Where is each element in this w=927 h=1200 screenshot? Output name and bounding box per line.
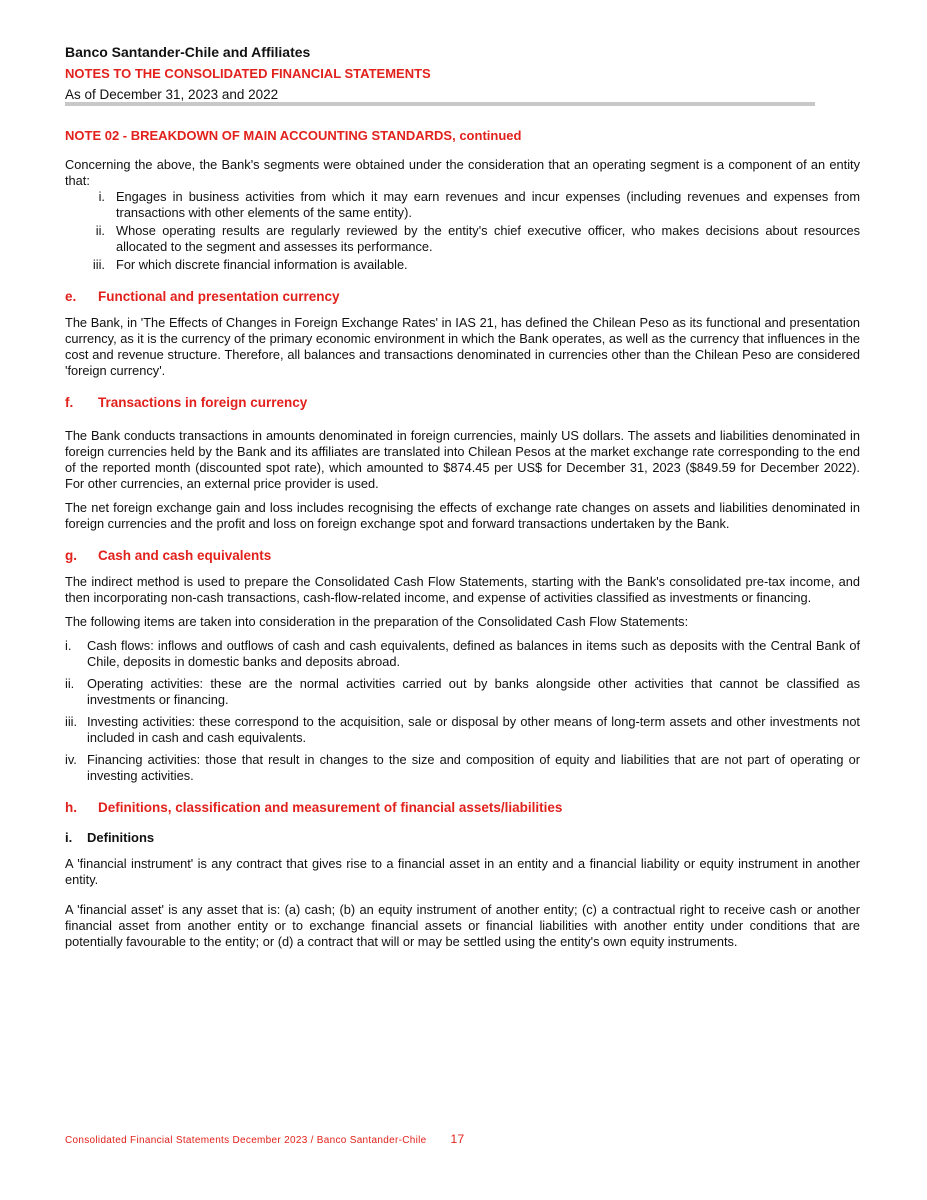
footer-text: Consolidated Financial Statements December 2023 / Banco Santander-Chile	[65, 1135, 427, 1146]
section-heading-g: g. Cash and cash equivalents	[65, 548, 272, 563]
subsection-heading-definitions: i. Definitions	[65, 830, 155, 845]
section-g-paragraph-1: The indirect method is used to prepare the Consolidated Cash Flow Statements, starting with the Bank's consolidated pre-tax income, and then incorporating non-cash transactions, cash-flow-related income, and expense of activities classified as investments or financing.	[65, 574, 860, 605]
header-divider	[65, 102, 815, 106]
page-footer	[65, 1132, 464, 1146]
report-date: As of December 31, 2023 and 2022	[65, 87, 279, 102]
section-e-paragraph: The Bank, in 'The Effects of Changes in Foreign Exchange Rates' in IAS 21, has defined the Chilean Peso as its functional and presentation currency, as it is the currency of the primary economic environment in which the Bank operates, as well as the currency that influences in the cost and revenue structure. Therefore, all balances and transactions denominated in currencies other than the Chilean Peso are considered 'foreign currency'.	[65, 315, 860, 378]
list-item: ii. Operating activities: these are the normal activities carried out by banks alongside other activities that cannot be classified as investments or financing.	[65, 676, 860, 707]
section-h-paragraph-2: A 'financial asset' is any asset that is: (a) cash; (b) an equity instrument of another entity; (c) a contractual right to receive cash or another financial asset from another entity or to exchange financial assets or financial liabilities with another entity under conditions that are potentially favourable to the entity; or (d) a contract that will or may be settled using the entity's own equity instruments.	[65, 902, 860, 949]
section-h-paragraph-1: A 'financial instrument' is any contract that gives rise to a financial asset in an entity and a financial liability or equity instrument in another entity.	[65, 856, 860, 887]
section-heading-f: f. Transactions in foreign currency	[65, 395, 308, 410]
segment-criteria-list	[65, 189, 860, 273]
note-title: NOTE 02 - BREAKDOWN OF MAIN ACCOUNTING STANDARDS, continued	[65, 128, 522, 143]
section-heading-h: h. Definitions, classification and measurement of financial assets/liabilities	[65, 800, 563, 815]
section-heading-e: e. Functional and presentation currency	[65, 289, 340, 304]
list-item: i. Cash flows: inflows and outflows of cash and cash equivalents, defined as balances in items such as deposits with the Central Bank of Chile, deposits in domestic banks and deposits abroad.	[65, 638, 860, 669]
list-item: i. Engages in business activities from which it may earn revenues and incur expenses (including revenues and expenses from transactions with other elements of the same entity).	[98, 189, 860, 220]
list-item: iv. Financing activities: those that result in changes to the size and composition of equity and liabilities that are not part of operating or investing activities.	[65, 752, 860, 783]
list-item: iii. For which discrete financial information is available.	[92, 257, 408, 272]
notes-title: NOTES TO THE CONSOLIDATED FINANCIAL STATEMENTS	[65, 66, 431, 81]
section-f-paragraph-2: The net foreign exchange gain and loss includes recognising the effects of exchange rate changes on assets and liabilities denominated in foreign currencies and the profit and loss on foreign exchange spot and forward transactions undertaken by the Bank.	[65, 500, 860, 531]
document-body	[65, 128, 860, 958]
company-name: Banco Santander-Chile and Affiliates	[65, 44, 311, 60]
section-g-paragraph-2: The following items are taken into consideration in the preparation of the Consolidated Cash Flow Statements:	[65, 614, 689, 629]
section-f-paragraph-1: The Bank conducts transactions in amounts denominated in foreign currencies, mainly US dollars. The assets and liabilities denominated in foreign currencies held by the Bank and its affiliates are translated into Chilean Pesos at the market exchange rate corresponding to the end of the reported month (discounted spot rate), which amounted to $874.45 per US$ for December 31, 2023 ($849.59 for December 2022). For other currencies, an external price provider is used.	[65, 428, 860, 491]
page-number: 17	[450, 1132, 465, 1146]
cash-flow-items-list	[65, 638, 860, 784]
list-item: ii. Whose operating results are regularly reviewed by the entity's chief executive officer, who makes decisions about resources allocated to the segment and assesses its performance.	[95, 223, 860, 254]
intro-paragraph: Concerning the above, the Bank's segments were obtained under the consideration that an operating segment is a component of an entity that:	[65, 157, 860, 188]
list-item: iii. Investing activities: these correspond to the acquisition, sale or disposal by other means of long-term assets and other investments not included in cash and cash equivalents.	[65, 714, 860, 745]
